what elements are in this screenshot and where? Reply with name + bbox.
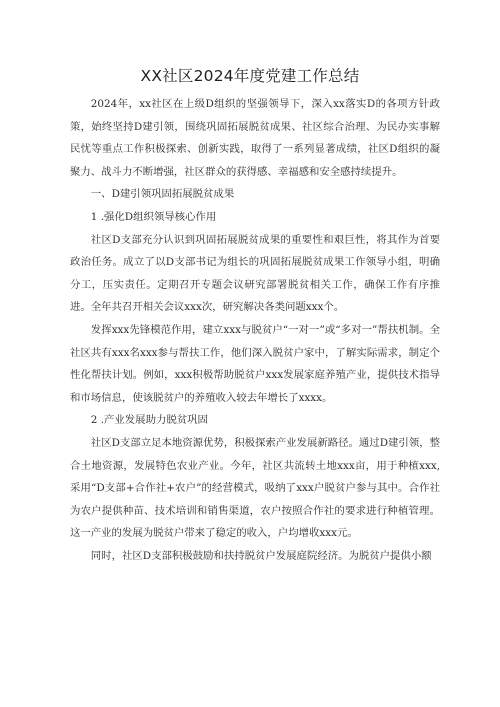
body-paragraph: 社区D支部立足本地资源优势，积极探索产业发展新路径。通过D建引领，整合土地资源，发展特色农业产业。今年，社区共流转土地xxx亩，用于种植xxx,采用“D支部+合作社+农户”的经营模式，吸纳了xxx户脱贫户参与其中。合作社为农户提供种苗、技术培训和销售渠道，农户按照合作社的要求进行种植管理。这一产业的发展为脱贫户带来了稳定的收入，户均增收xxx元。 — [70, 436, 440, 540]
document-body — [70, 93, 440, 567]
body-paragraph: 社区D支部充分认识到巩固拓展脱贫成果的重要性和艰巨性，将其作为首要政治任务。成立了以D支部书记为组长的巩固拓展脱贫成果工作领导小组，明确分工，压实责任。定期召开专题会议研究部署脱贫相关工作，确保工作有序推进。全年共召开相关会议xxx次，研究解决各类问题xxx个。 — [70, 233, 440, 314]
subsection-heading: 1 .强化D组织领导核心作用 — [90, 210, 217, 223]
subsection-heading: 2 .产业发展助力脱贫巩固 — [90, 414, 208, 427]
body-paragraph: 同时，社区D支部积极鼓励和扶持脱贫户发展庭院经济。为脱贫户提供小额 — [90, 549, 432, 562]
body-paragraph: 发挥xxx先锋模范作用，建立xxx与脱贫户“一对一”或“多对一”帮扶机制。全社区共有xxx名xxx参与帮扶工作，他们深入脱贫户家中，了解实际需求，制定个性化帮扶计划。例如，xxx积极帮助脱贫户xxx发展家庭养殖产业，提供技术指导和市场信息，使该脱贫户的养殖收入较去年增长了xxxx。 — [70, 323, 440, 404]
section-heading: 一、D建引领巩固拓展脱贫成果 — [90, 188, 235, 201]
document-title: XX社区2024年度党建工作总结 — [140, 67, 360, 85]
intro-paragraph: 2024年，xx社区在上级D组织的坚强领导下，深入xx落实D的各项方针政策，始终坚持D建引领，围绕巩固拓展脱贫成果、社区综合治理、为民办实事解民忧等重点工作积极探索、创新实践，取得了一系列显著成绩，社区D组织的凝聚力、战斗力不断增强，社区群众的获得感、幸福感和安全感持续提升。 — [70, 98, 440, 178]
